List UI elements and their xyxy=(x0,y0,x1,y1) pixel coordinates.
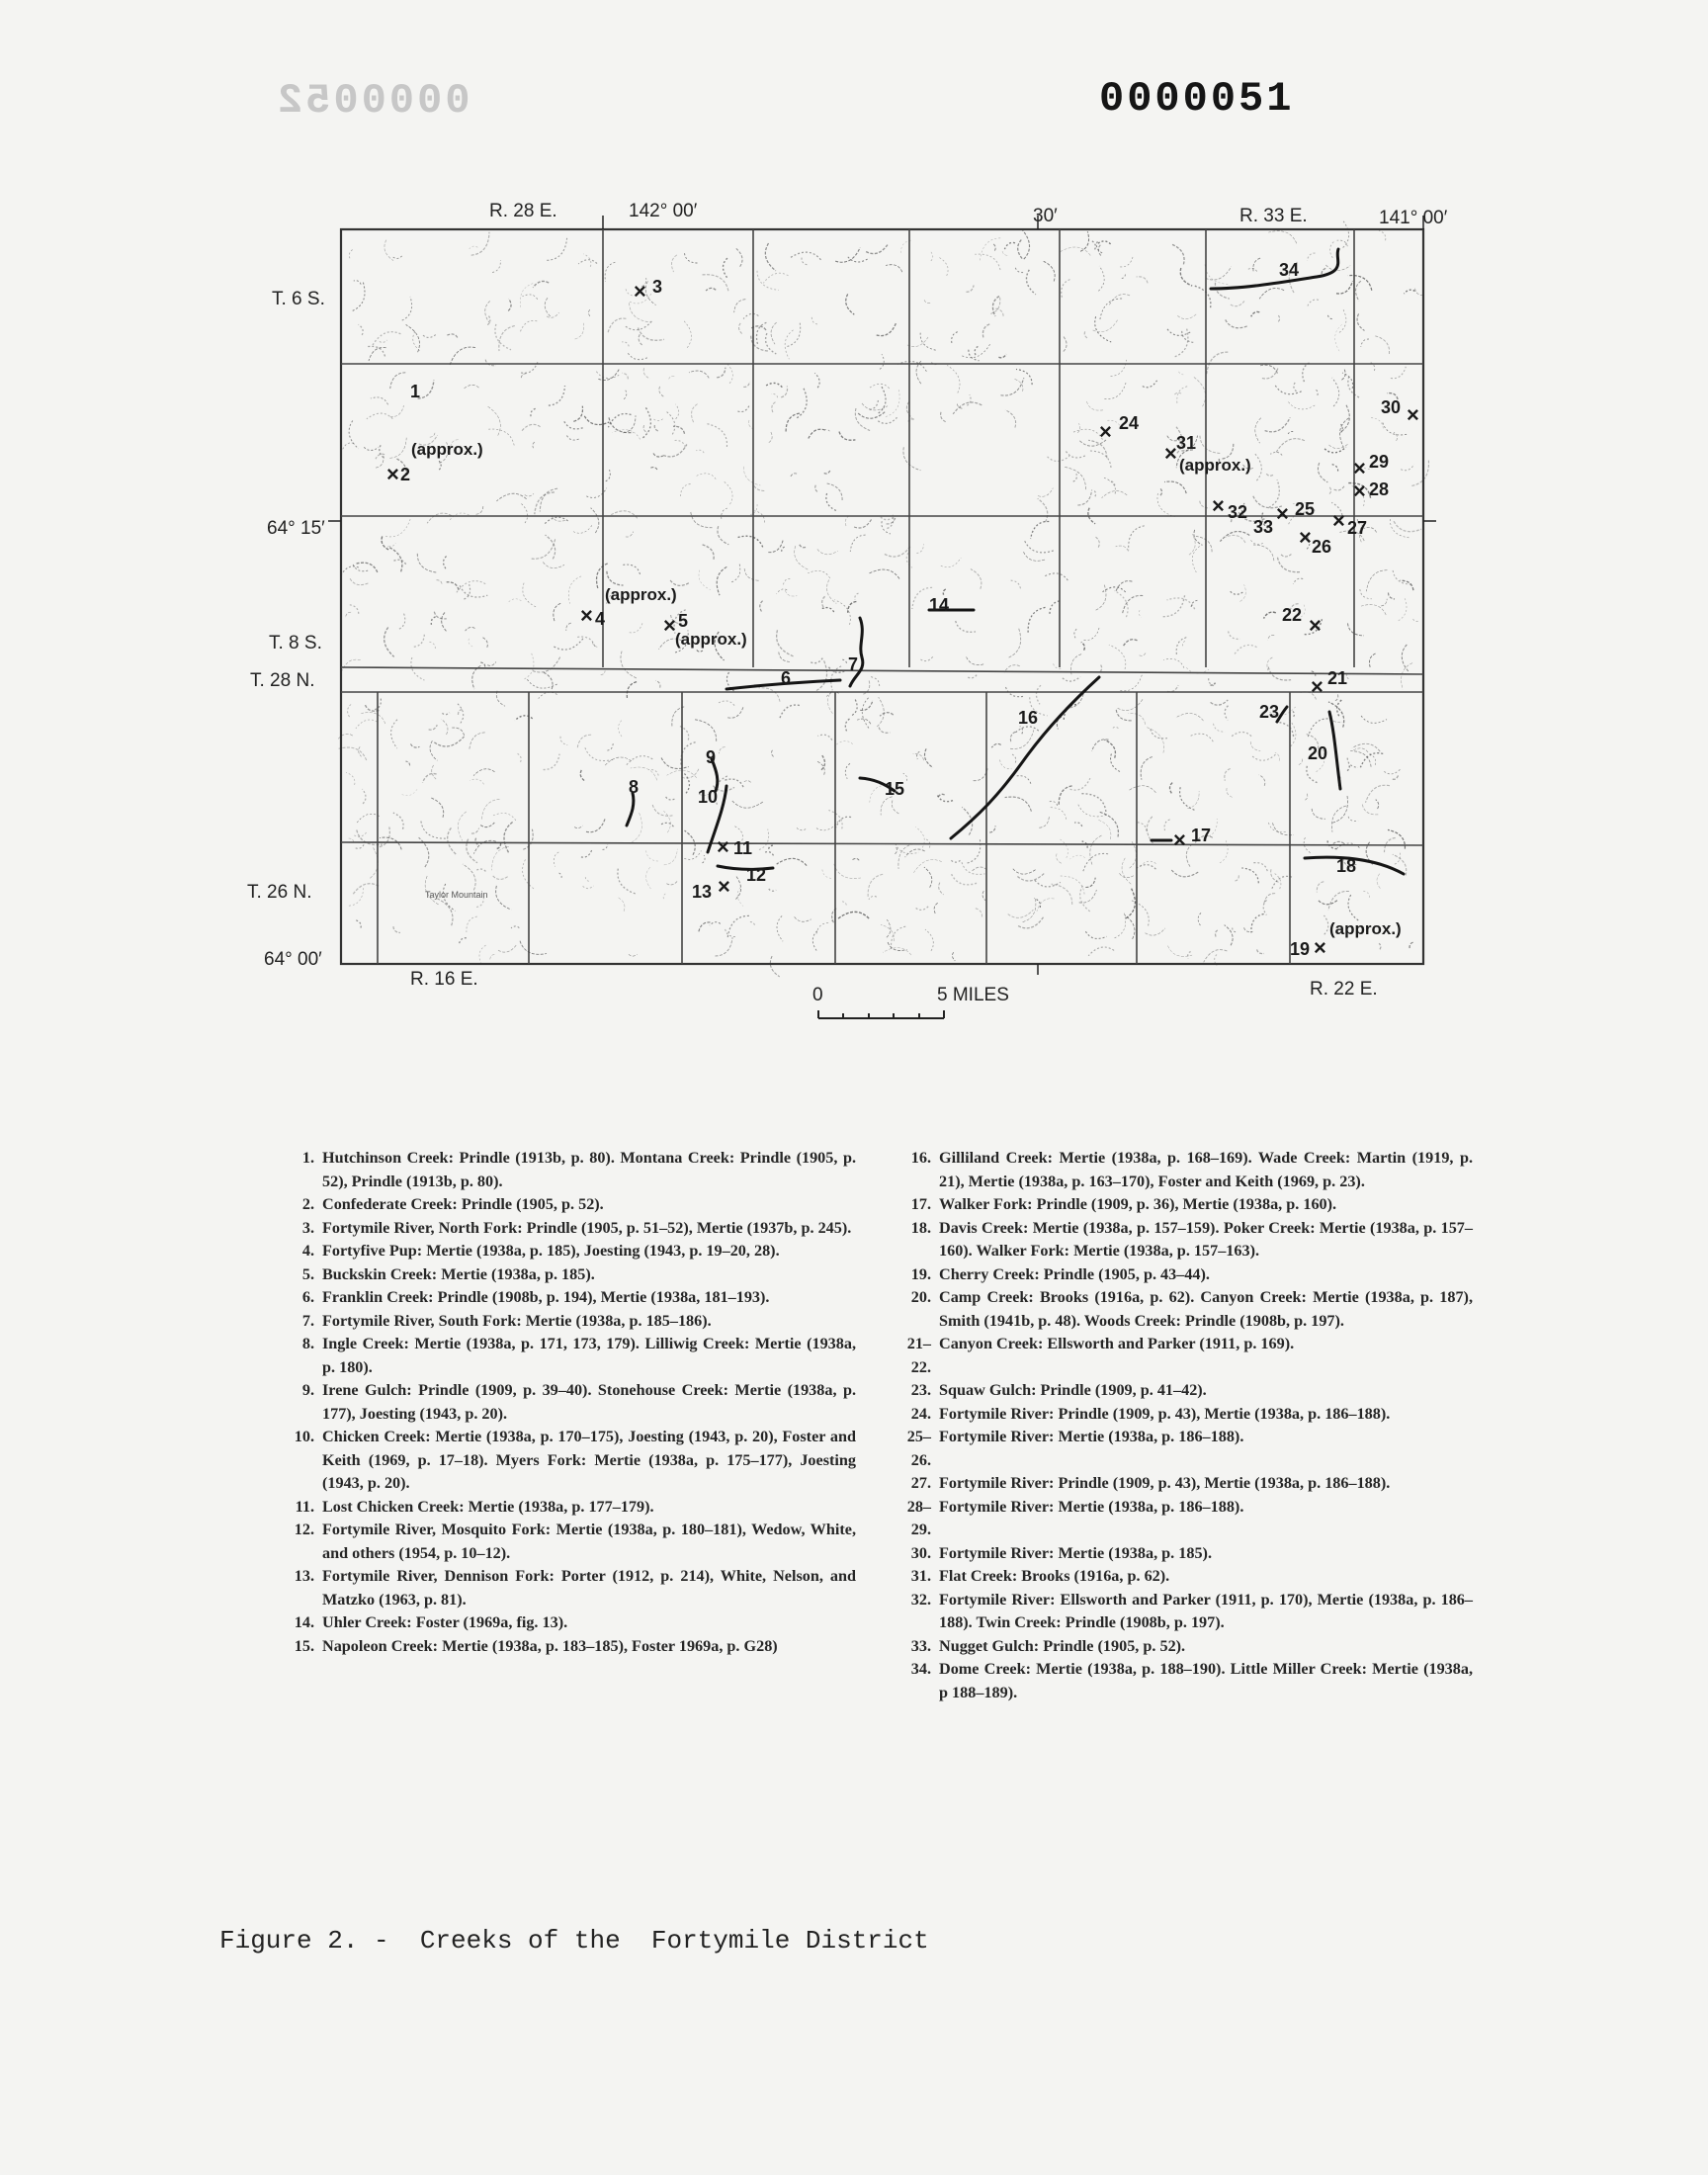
reference-text: Nugget Gulch: Prindle (1905, p. 52). xyxy=(939,1636,1186,1655)
reference-number: 15. xyxy=(294,1636,314,1655)
reference-item xyxy=(277,1635,856,1659)
creek-segments xyxy=(627,249,1404,874)
ghost-page-number: 0000052 xyxy=(275,77,470,125)
reference-text: Fortymile River: Prindle (1909, p. 43), Mertie (1938a, p. 186–188). xyxy=(939,1474,1391,1492)
locality-x-marker: × xyxy=(718,874,730,899)
reference-number: 19. xyxy=(910,1264,931,1283)
scale-five-miles-label: 5 MILES xyxy=(937,985,1009,1005)
feature-number-8: 8 xyxy=(629,777,640,797)
map-figure xyxy=(0,0,1708,1068)
locality-x-marker: × xyxy=(1314,935,1326,960)
reference-number: 4. xyxy=(301,1242,314,1260)
locality-x-marker: × xyxy=(1299,525,1312,550)
feature-number-5: 5 xyxy=(678,611,689,631)
reference-number: 12. xyxy=(294,1521,314,1538)
feature-number-18: 18 xyxy=(1336,856,1357,876)
reference-text: Flat Creek: Brooks (1916a, p. 62). xyxy=(939,1567,1170,1585)
reference-number: 32. xyxy=(910,1590,931,1609)
reference-number: 23. xyxy=(910,1381,931,1399)
reference-number: 17. xyxy=(910,1195,931,1213)
reference-item xyxy=(277,1240,856,1263)
reference-number: 20. xyxy=(910,1288,931,1306)
reference-number: 2. xyxy=(301,1195,314,1213)
label-t26n: T. 26 N. xyxy=(247,882,312,903)
reference-number: 9. xyxy=(301,1381,314,1399)
reference-number: 24. xyxy=(910,1404,931,1423)
reference-item xyxy=(894,1472,1473,1496)
label-range-22e: R. 22 E. xyxy=(1310,979,1378,1000)
approx-label-31: (approx.) xyxy=(1179,456,1251,475)
feature-number-7: 7 xyxy=(848,654,859,674)
map-frame xyxy=(341,229,1423,964)
feature-number-30: 30 xyxy=(1381,397,1402,417)
feature-number-32: 32 xyxy=(1228,502,1248,522)
locality-x-marker: × xyxy=(1407,402,1419,427)
reference-item xyxy=(894,1589,1473,1635)
reference-item xyxy=(277,1286,856,1310)
feature-number-29: 29 xyxy=(1369,452,1390,472)
reference-item xyxy=(277,1147,856,1193)
taylor-mountain-label: Taylor Mountain xyxy=(425,890,488,900)
feature-number-22: 22 xyxy=(1282,605,1303,625)
reference-item xyxy=(894,1542,1473,1566)
label-lon-142: 142° 00′ xyxy=(629,201,698,221)
reference-text: Ingle Creek: Mertie (1938a, p. 171, 173, 179). Lilliwig Creek: Mertie (1938a, p. 180). xyxy=(322,1335,856,1376)
page-number: 0000051 xyxy=(1099,75,1295,123)
locality-x-marker: × xyxy=(1311,674,1324,699)
feature-number-26: 26 xyxy=(1312,537,1332,557)
reference-text: Squaw Gulch: Prindle (1909, p. 41–42). xyxy=(939,1381,1207,1399)
reference-text: Cherry Creek: Prindle (1905, p. 43–44). xyxy=(939,1264,1210,1283)
reference-item xyxy=(277,1565,856,1611)
feature-number-12: 12 xyxy=(746,865,767,885)
feature-number-6: 6 xyxy=(781,668,792,688)
feature-number-23: 23 xyxy=(1259,702,1280,722)
locality-x-marker: × xyxy=(1173,827,1186,852)
reference-text: Dome Creek: Mertie (1938a, p. 188–190). Little Miller Creek: Mertie (1938a, p 188–189). xyxy=(939,1660,1473,1701)
reference-number: 30. xyxy=(910,1543,931,1562)
reference-item xyxy=(277,1263,856,1287)
reference-number: 5. xyxy=(301,1264,314,1283)
reference-text: Fortymile River, North Fork: Prindle (1905, p. 51–52), Mertie (1937b, p. 245). xyxy=(322,1218,852,1237)
reference-item xyxy=(277,1310,856,1334)
label-lon-30: 30′ xyxy=(1033,206,1058,226)
feature-number-3: 3 xyxy=(652,277,663,297)
creek-16 xyxy=(951,677,1099,838)
reference-item xyxy=(894,1217,1473,1263)
feature-number-1: 1 xyxy=(410,382,421,401)
locality-x-marker: × xyxy=(1353,456,1366,480)
feature-number-28: 28 xyxy=(1369,479,1390,499)
reference-number: 10. xyxy=(294,1428,314,1445)
reference-item xyxy=(894,1403,1473,1427)
label-t28n: T. 28 N. xyxy=(250,670,315,691)
reference-list xyxy=(277,1147,1473,1704)
reference-column-right xyxy=(894,1147,1473,1704)
reference-number: 11. xyxy=(295,1497,314,1516)
feature-number-31: 31 xyxy=(1176,433,1197,453)
feature-number-27: 27 xyxy=(1347,518,1368,538)
reference-text: Confederate Creek: Prindle (1905, p. 52). xyxy=(322,1195,604,1213)
feature-number-34: 34 xyxy=(1279,260,1300,280)
reference-item xyxy=(277,1426,856,1496)
label-range-16e: R. 16 E. xyxy=(410,969,478,990)
feature-number-24: 24 xyxy=(1119,413,1140,433)
feature-number-19: 19 xyxy=(1290,939,1311,959)
reference-text: Fortymile River, Mosquito Fork: Mertie (1938a, p. 180–181), Wedow, White, and others (1954, p. 10–12). xyxy=(322,1521,856,1562)
approx-label-1: (approx.) xyxy=(411,440,483,459)
reference-number: 6. xyxy=(301,1288,314,1306)
reference-item xyxy=(277,1611,856,1635)
scale-zero-label: 0 xyxy=(812,985,823,1005)
feature-number-16: 16 xyxy=(1018,708,1039,728)
reference-text: Franklin Creek: Prindle (1908b, p. 194), Mertie (1938a, 181–193). xyxy=(322,1288,770,1306)
reference-number: 27. xyxy=(910,1474,931,1492)
reference-number: 28–29. xyxy=(906,1497,931,1538)
creek-20 xyxy=(1329,712,1340,789)
feature-number-4: 4 xyxy=(595,609,606,629)
label-t8s: T. 8 S. xyxy=(269,633,322,653)
label-lat-64-00: 64° 00′ xyxy=(264,949,322,970)
reference-item xyxy=(894,1565,1473,1589)
reference-number: 25–26. xyxy=(906,1428,931,1469)
reference-text: Fortymile River: Prindle (1909, p. 43), Mertie (1938a, p. 186–188). xyxy=(939,1404,1391,1423)
reference-text: Fortymile River: Mertie (1938a, p. 186–188). xyxy=(939,1428,1244,1445)
reference-number: 3. xyxy=(301,1218,314,1237)
reference-text: Fortymile River, Dennison Fork: Porter (1912, p. 214), White, Nelson, and Matzko (1963, p. 81). xyxy=(322,1567,856,1609)
reference-number: 1. xyxy=(301,1149,314,1167)
label-lat-64-15: 64° 15′ xyxy=(267,518,325,539)
reference-text: Davis Creek: Mertie (1938a, p. 157–159). Poker Creek: Mertie (1938a, p. 157–160). Walker Fork: Mertie (1938a, p. 157–163). xyxy=(939,1218,1473,1260)
reference-item xyxy=(894,1286,1473,1333)
feature-number-14: 14 xyxy=(929,595,950,615)
map-canvas xyxy=(0,0,1708,1068)
label-range-28e: R. 28 E. xyxy=(489,201,557,221)
reference-item xyxy=(277,1193,856,1217)
locality-x-marker: × xyxy=(386,462,399,486)
reference-item xyxy=(894,1333,1473,1379)
creek-7 xyxy=(850,618,863,686)
feature-number-15: 15 xyxy=(885,779,905,799)
reference-number: 33. xyxy=(910,1636,931,1655)
reference-text: Hutchinson Creek: Prindle (1913b, p. 80). Montana Creek: Prindle (1905, p. 52), Prindle (1913b, p. 80). xyxy=(322,1149,856,1190)
reference-item xyxy=(894,1496,1473,1542)
approx-label-5: (approx.) xyxy=(675,630,747,649)
feature-number-2: 2 xyxy=(400,465,411,484)
feature-number-21: 21 xyxy=(1327,668,1348,688)
reference-text: Lost Chicken Creek: Mertie (1938a, p. 177–179). xyxy=(322,1497,654,1516)
margin-ticks xyxy=(328,216,1436,975)
reference-item xyxy=(894,1263,1473,1287)
reference-text: Fortymile River, South Fork: Mertie (1938a, p. 185–186). xyxy=(322,1311,712,1330)
reference-text: Camp Creek: Brooks (1916a, p. 62). Canyon Creek: Mertie (1938a, p. 187), Smith (1941b, p. 48). Woods Creek: Prindle (1908b, p. 197). xyxy=(939,1288,1473,1330)
reference-text: Fortymile River: Mertie (1938a, p. 185). xyxy=(939,1543,1212,1562)
label-t6s: T. 6 S. xyxy=(272,289,325,309)
feature-number-33: 33 xyxy=(1253,517,1274,537)
reference-text: Napoleon Creek: Mertie (1938a, p. 183–185), Foster 1969a, p. G28) xyxy=(322,1636,778,1655)
feature-number-9: 9 xyxy=(706,747,717,767)
label-range-33e: R. 33 E. xyxy=(1239,206,1308,226)
reference-number: 8. xyxy=(301,1335,314,1352)
reference-number: 13. xyxy=(294,1567,314,1585)
reference-text: Irene Gulch: Prindle (1909, p. 39–40). Stonehouse Creek: Mertie (1938a, p. 177), Joesting (1943, p. 20). xyxy=(322,1381,856,1423)
reference-text: Walker Fork: Prindle (1909, p. 36), Mertie (1938a, p. 160). xyxy=(939,1195,1337,1213)
reference-item xyxy=(894,1147,1473,1193)
feature-number-11: 11 xyxy=(733,838,753,858)
terrain-texture xyxy=(338,221,1429,977)
feature-number-17: 17 xyxy=(1191,826,1212,845)
reference-text: Gilliland Creek: Mertie (1938a, p. 168–169). Wade Creek: Martin (1919, p. 21), Mertie (1938a, p. 163–170), Foster and Keith (1969, p. 23). xyxy=(939,1149,1473,1190)
reference-number: 34. xyxy=(910,1660,931,1678)
locality-x-marker: × xyxy=(634,279,646,304)
reference-text: Uhler Creek: Foster (1969a, fig. 13). xyxy=(322,1613,568,1631)
reference-item xyxy=(894,1379,1473,1403)
reference-number: 31. xyxy=(910,1567,931,1585)
feature-number-20: 20 xyxy=(1308,743,1328,763)
reference-number: 7. xyxy=(301,1311,314,1330)
figure-caption: Figure 2. - Creeks of the Fortymile District xyxy=(219,1926,929,1956)
locality-x-marker: × xyxy=(717,834,729,859)
approx-label-19: (approx.) xyxy=(1329,919,1402,938)
reference-text: Fortymile River: Mertie (1938a, p. 186–188). xyxy=(939,1497,1244,1516)
label-lon-141: 141° 00′ xyxy=(1379,208,1448,228)
feature-number-10: 10 xyxy=(698,787,719,807)
reference-item xyxy=(277,1379,856,1426)
reference-text: Canyon Creek: Ellsworth and Parker (1911, p. 169). xyxy=(939,1335,1295,1352)
reference-text: Fortyfive Pup: Mertie (1938a, p. 185), Joesting (1943, p. 19–20, 28). xyxy=(322,1242,780,1260)
reference-column-left xyxy=(277,1147,856,1704)
locality-x-marker: × xyxy=(1099,419,1112,444)
locality-x-marker: × xyxy=(1212,493,1225,518)
reference-item xyxy=(277,1333,856,1379)
scale-bar xyxy=(818,1010,944,1018)
reference-number: 16. xyxy=(910,1149,931,1167)
reference-text: Chicken Creek: Mertie (1938a, p. 170–175), Joesting (1943, p. 20), Foster and Keith (1969, p. 17–18). Myers Fork: Mertie (1938a, p. 175–177), Joesting (1943, p. 20). xyxy=(322,1428,856,1492)
reference-item xyxy=(277,1217,856,1241)
reference-item xyxy=(277,1519,856,1565)
reference-item xyxy=(894,1193,1473,1217)
reference-text: Buckskin Creek: Mertie (1938a, p. 185). xyxy=(322,1264,595,1283)
locality-x-marker: × xyxy=(580,603,593,628)
reference-item xyxy=(894,1658,1473,1704)
feature-number-25: 25 xyxy=(1295,499,1316,519)
locality-x-marker: × xyxy=(663,613,676,638)
locality-x-marker: × xyxy=(1276,501,1289,526)
reference-number: 14. xyxy=(294,1613,314,1631)
reference-text: Fortymile River: Ellsworth and Parker (1911, p. 170), Mertie (1938a, p. 186–188). Twin Creek: Prindle (1908b, p. 197). xyxy=(939,1590,1473,1631)
reference-item xyxy=(894,1635,1473,1659)
township-grid xyxy=(341,229,1423,964)
reference-number: 21–22. xyxy=(906,1335,931,1376)
reference-item xyxy=(894,1426,1473,1472)
locality-x-marker: × xyxy=(1332,508,1345,533)
reference-number: 18. xyxy=(910,1218,931,1237)
locality-x-marker: × xyxy=(1309,613,1322,638)
reference-item xyxy=(277,1496,856,1520)
locality-x-marker: × xyxy=(1164,441,1177,466)
locality-x-marker: × xyxy=(1353,478,1366,503)
approx-label-4: (approx.) xyxy=(605,585,677,604)
feature-number-13: 13 xyxy=(692,882,713,902)
